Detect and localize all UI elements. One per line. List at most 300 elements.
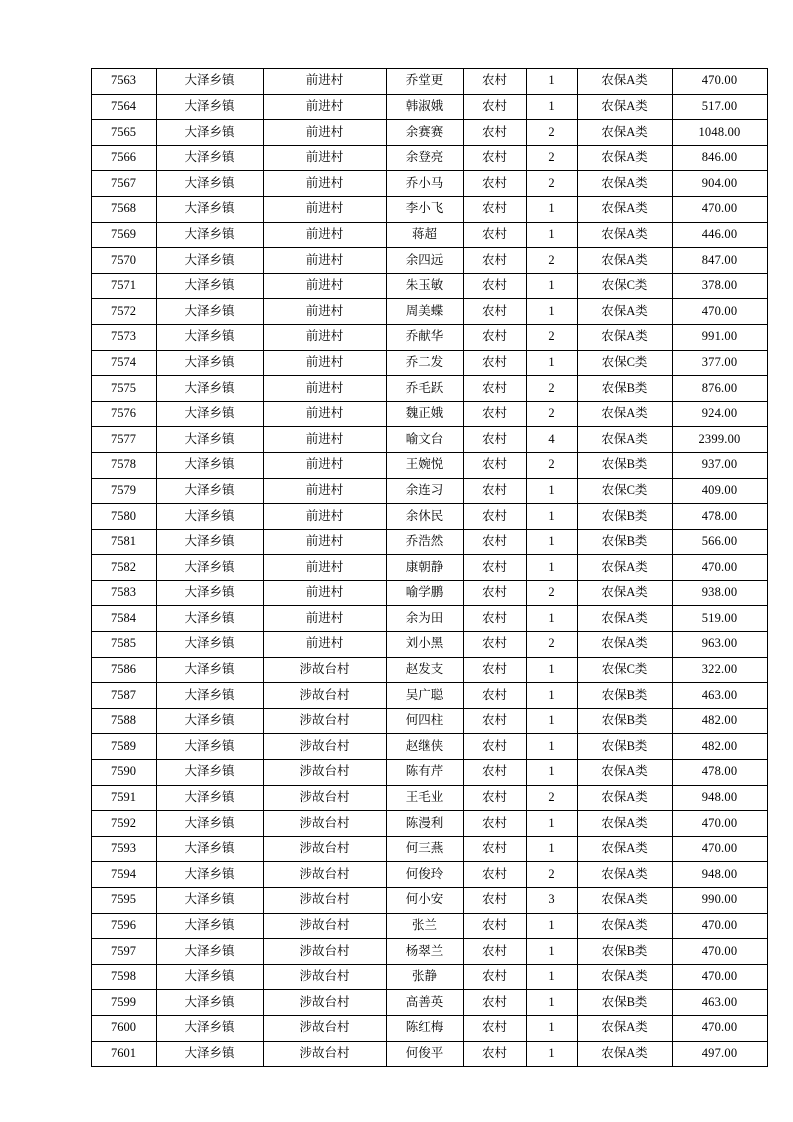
table-row — [91, 94, 767, 120]
cell-person-count: 1 — [526, 196, 577, 222]
cell-category: 农保B类 — [577, 990, 672, 1016]
table-row — [91, 145, 767, 171]
cell-amount: 470.00 — [672, 1015, 767, 1041]
cell-name: 刘小黑 — [386, 632, 463, 658]
cell-person-count: 1 — [526, 299, 577, 325]
cell-village: 前进村 — [263, 555, 386, 581]
cell-name: 何俊玲 — [386, 862, 463, 888]
cell-id: 7598 — [91, 964, 156, 990]
cell-household-type: 农村 — [463, 734, 526, 760]
cell-amount: 938.00 — [672, 580, 767, 606]
cell-category: 农保A类 — [577, 913, 672, 939]
cell-person-count: 1 — [526, 913, 577, 939]
cell-category: 农保A类 — [577, 120, 672, 146]
cell-person-count: 1 — [526, 811, 577, 837]
table-row — [91, 478, 767, 504]
cell-id: 7595 — [91, 888, 156, 914]
cell-name: 乔二发 — [386, 350, 463, 376]
cell-id: 7565 — [91, 120, 156, 146]
cell-town: 大泽乡镇 — [156, 632, 263, 658]
table-row — [91, 632, 767, 658]
cell-household-type: 农村 — [463, 1041, 526, 1067]
cell-person-count: 1 — [526, 529, 577, 555]
cell-village: 涉故台村 — [263, 760, 386, 786]
cell-person-count: 1 — [526, 708, 577, 734]
cell-village: 涉故台村 — [263, 939, 386, 965]
cell-id: 7590 — [91, 760, 156, 786]
cell-id: 7569 — [91, 222, 156, 248]
cell-category: 农保A类 — [577, 1015, 672, 1041]
cell-town: 大泽乡镇 — [156, 888, 263, 914]
cell-category: 农保A类 — [577, 401, 672, 427]
cell-id: 7599 — [91, 990, 156, 1016]
cell-town: 大泽乡镇 — [156, 734, 263, 760]
cell-amount: 470.00 — [672, 196, 767, 222]
table-row — [91, 69, 767, 95]
cell-village: 涉故台村 — [263, 1015, 386, 1041]
cell-village: 前进村 — [263, 478, 386, 504]
cell-name: 陈红梅 — [386, 1015, 463, 1041]
cell-town: 大泽乡镇 — [156, 427, 263, 453]
cell-village: 前进村 — [263, 580, 386, 606]
cell-amount: 409.00 — [672, 478, 767, 504]
cell-amount: 470.00 — [672, 836, 767, 862]
cell-town: 大泽乡镇 — [156, 1015, 263, 1041]
cell-name: 吴广聪 — [386, 683, 463, 709]
cell-town: 大泽乡镇 — [156, 376, 263, 402]
cell-town: 大泽乡镇 — [156, 580, 263, 606]
cell-amount: 378.00 — [672, 273, 767, 299]
table-row — [91, 171, 767, 197]
table-row — [91, 811, 767, 837]
cell-id: 7576 — [91, 401, 156, 427]
cell-name: 乔小马 — [386, 171, 463, 197]
table-row — [91, 120, 767, 146]
cell-town: 大泽乡镇 — [156, 504, 263, 530]
cell-town: 大泽乡镇 — [156, 606, 263, 632]
cell-category: 农保C类 — [577, 478, 672, 504]
cell-household-type: 农村 — [463, 939, 526, 965]
cell-town: 大泽乡镇 — [156, 299, 263, 325]
cell-id: 7591 — [91, 785, 156, 811]
cell-town: 大泽乡镇 — [156, 222, 263, 248]
cell-amount: 846.00 — [672, 145, 767, 171]
cell-household-type: 农村 — [463, 196, 526, 222]
cell-name: 余休民 — [386, 504, 463, 530]
cell-town: 大泽乡镇 — [156, 69, 263, 95]
cell-category: 农保A类 — [577, 69, 672, 95]
table-row — [91, 324, 767, 350]
cell-id: 7584 — [91, 606, 156, 632]
cell-name: 王婉悦 — [386, 452, 463, 478]
cell-village: 前进村 — [263, 171, 386, 197]
cell-household-type: 农村 — [463, 401, 526, 427]
cell-name: 喻学鹏 — [386, 580, 463, 606]
cell-id: 7574 — [91, 350, 156, 376]
cell-category: 农保A类 — [577, 171, 672, 197]
table-row — [91, 990, 767, 1016]
cell-name: 张静 — [386, 964, 463, 990]
cell-town: 大泽乡镇 — [156, 785, 263, 811]
cell-id: 7587 — [91, 683, 156, 709]
cell-name: 余登亮 — [386, 145, 463, 171]
cell-village: 前进村 — [263, 145, 386, 171]
cell-id: 7577 — [91, 427, 156, 453]
cell-category: 农保B类 — [577, 734, 672, 760]
cell-name: 何三燕 — [386, 836, 463, 862]
cell-village: 前进村 — [263, 273, 386, 299]
cell-town: 大泽乡镇 — [156, 836, 263, 862]
cell-category: 农保C类 — [577, 350, 672, 376]
table-row — [91, 734, 767, 760]
cell-name: 乔浩然 — [386, 529, 463, 555]
cell-person-count: 2 — [526, 171, 577, 197]
cell-person-count: 1 — [526, 1015, 577, 1041]
cell-amount: 937.00 — [672, 452, 767, 478]
table-row — [91, 1015, 767, 1041]
cell-village: 前进村 — [263, 120, 386, 146]
cell-household-type: 农村 — [463, 171, 526, 197]
cell-person-count: 2 — [526, 862, 577, 888]
cell-category: 农保A类 — [577, 555, 672, 581]
table-row — [91, 376, 767, 402]
cell-amount: 948.00 — [672, 785, 767, 811]
cell-household-type: 农村 — [463, 452, 526, 478]
cell-town: 大泽乡镇 — [156, 683, 263, 709]
cell-category: 农保B类 — [577, 683, 672, 709]
cell-amount: 847.00 — [672, 248, 767, 274]
cell-village: 前进村 — [263, 632, 386, 658]
cell-amount: 2399.00 — [672, 427, 767, 453]
cell-town: 大泽乡镇 — [156, 862, 263, 888]
cell-name: 赵继侠 — [386, 734, 463, 760]
table-row — [91, 760, 767, 786]
cell-person-count: 1 — [526, 1041, 577, 1067]
cell-village: 涉故台村 — [263, 734, 386, 760]
cell-id: 7582 — [91, 555, 156, 581]
table-row — [91, 862, 767, 888]
cell-town: 大泽乡镇 — [156, 990, 263, 1016]
cell-category: 农保A类 — [577, 248, 672, 274]
cell-household-type: 农村 — [463, 273, 526, 299]
cell-amount: 322.00 — [672, 657, 767, 683]
cell-household-type: 农村 — [463, 69, 526, 95]
cell-household-type: 农村 — [463, 120, 526, 146]
cell-household-type: 农村 — [463, 836, 526, 862]
cell-household-type: 农村 — [463, 785, 526, 811]
cell-category: 农保B类 — [577, 376, 672, 402]
roster-table-container — [91, 68, 741, 1067]
cell-category: 农保A类 — [577, 580, 672, 606]
cell-person-count: 1 — [526, 990, 577, 1016]
cell-household-type: 农村 — [463, 94, 526, 120]
cell-person-count: 4 — [526, 427, 577, 453]
table-row — [91, 708, 767, 734]
cell-village: 前进村 — [263, 196, 386, 222]
cell-person-count: 1 — [526, 964, 577, 990]
cell-id: 7578 — [91, 452, 156, 478]
cell-amount: 517.00 — [672, 94, 767, 120]
cell-id: 7570 — [91, 248, 156, 274]
cell-category: 农保A类 — [577, 427, 672, 453]
cell-household-type: 农村 — [463, 913, 526, 939]
cell-name: 朱玉敏 — [386, 273, 463, 299]
cell-town: 大泽乡镇 — [156, 555, 263, 581]
table-row — [91, 836, 767, 862]
cell-village: 涉故台村 — [263, 683, 386, 709]
cell-village: 前进村 — [263, 222, 386, 248]
cell-village: 前进村 — [263, 69, 386, 95]
table-row — [91, 683, 767, 709]
cell-amount: 470.00 — [672, 939, 767, 965]
cell-person-count: 3 — [526, 888, 577, 914]
cell-person-count: 1 — [526, 555, 577, 581]
cell-town: 大泽乡镇 — [156, 171, 263, 197]
table-row — [91, 580, 767, 606]
cell-id: 7579 — [91, 478, 156, 504]
cell-amount: 463.00 — [672, 683, 767, 709]
cell-person-count: 2 — [526, 632, 577, 658]
cell-amount: 463.00 — [672, 990, 767, 1016]
cell-household-type: 农村 — [463, 222, 526, 248]
cell-name: 杨翠兰 — [386, 939, 463, 965]
cell-household-type: 农村 — [463, 990, 526, 1016]
table-row — [91, 273, 767, 299]
cell-name: 乔献华 — [386, 324, 463, 350]
table-row — [91, 427, 767, 453]
cell-household-type: 农村 — [463, 555, 526, 581]
cell-village: 涉故台村 — [263, 811, 386, 837]
cell-category: 农保C类 — [577, 657, 672, 683]
cell-village: 涉故台村 — [263, 862, 386, 888]
cell-name: 余四远 — [386, 248, 463, 274]
cell-household-type: 农村 — [463, 760, 526, 786]
cell-person-count: 2 — [526, 376, 577, 402]
cell-id: 7583 — [91, 580, 156, 606]
table-row — [91, 196, 767, 222]
cell-amount: 470.00 — [672, 555, 767, 581]
cell-village: 前进村 — [263, 350, 386, 376]
cell-category: 农保A类 — [577, 862, 672, 888]
cell-person-count: 2 — [526, 324, 577, 350]
cell-category: 农保A类 — [577, 811, 672, 837]
cell-name: 魏正娥 — [386, 401, 463, 427]
cell-id: 7575 — [91, 376, 156, 402]
cell-id: 7594 — [91, 862, 156, 888]
cell-id: 7600 — [91, 1015, 156, 1041]
cell-id: 7601 — [91, 1041, 156, 1067]
cell-household-type: 农村 — [463, 964, 526, 990]
cell-town: 大泽乡镇 — [156, 324, 263, 350]
cell-category: 农保A类 — [577, 94, 672, 120]
cell-village: 前进村 — [263, 324, 386, 350]
cell-person-count: 1 — [526, 734, 577, 760]
cell-name: 李小飞 — [386, 196, 463, 222]
cell-town: 大泽乡镇 — [156, 452, 263, 478]
cell-village: 前进村 — [263, 94, 386, 120]
cell-amount: 446.00 — [672, 222, 767, 248]
table-row — [91, 350, 767, 376]
roster-table — [91, 68, 768, 1067]
cell-village: 前进村 — [263, 452, 386, 478]
cell-category: 农保A类 — [577, 836, 672, 862]
cell-town: 大泽乡镇 — [156, 529, 263, 555]
cell-name: 何俊平 — [386, 1041, 463, 1067]
cell-town: 大泽乡镇 — [156, 273, 263, 299]
cell-category: 农保A类 — [577, 299, 672, 325]
cell-name: 陈有芹 — [386, 760, 463, 786]
table-row — [91, 452, 767, 478]
cell-id: 7571 — [91, 273, 156, 299]
cell-category: 农保A类 — [577, 888, 672, 914]
table-row — [91, 1041, 767, 1067]
cell-amount: 470.00 — [672, 299, 767, 325]
cell-person-count: 2 — [526, 248, 577, 274]
cell-village: 前进村 — [263, 299, 386, 325]
table-row — [91, 529, 767, 555]
cell-category: 农保B类 — [577, 708, 672, 734]
cell-household-type: 农村 — [463, 529, 526, 555]
cell-village: 前进村 — [263, 529, 386, 555]
cell-household-type: 农村 — [463, 811, 526, 837]
cell-village: 前进村 — [263, 376, 386, 402]
cell-id: 7572 — [91, 299, 156, 325]
cell-category: 农保A类 — [577, 222, 672, 248]
cell-town: 大泽乡镇 — [156, 120, 263, 146]
cell-name: 余为田 — [386, 606, 463, 632]
table-row — [91, 299, 767, 325]
table-row — [91, 964, 767, 990]
table-row — [91, 913, 767, 939]
cell-amount: 991.00 — [672, 324, 767, 350]
cell-category: 农保A类 — [577, 145, 672, 171]
cell-amount: 470.00 — [672, 69, 767, 95]
cell-amount: 478.00 — [672, 760, 767, 786]
table-row — [91, 555, 767, 581]
cell-id: 7586 — [91, 657, 156, 683]
cell-person-count: 1 — [526, 657, 577, 683]
table-row — [91, 657, 767, 683]
cell-id: 7580 — [91, 504, 156, 530]
cell-amount: 876.00 — [672, 376, 767, 402]
cell-town: 大泽乡镇 — [156, 708, 263, 734]
cell-name: 王毛业 — [386, 785, 463, 811]
cell-name: 乔堂更 — [386, 69, 463, 95]
cell-person-count: 1 — [526, 606, 577, 632]
cell-amount: 497.00 — [672, 1041, 767, 1067]
cell-village: 涉故台村 — [263, 708, 386, 734]
cell-person-count: 1 — [526, 504, 577, 530]
cell-category: 农保A类 — [577, 196, 672, 222]
cell-amount: 482.00 — [672, 734, 767, 760]
table-row — [91, 504, 767, 530]
cell-category: 农保A类 — [577, 785, 672, 811]
table-row — [91, 785, 767, 811]
cell-category: 农保B类 — [577, 452, 672, 478]
cell-name: 韩淑娥 — [386, 94, 463, 120]
cell-village: 前进村 — [263, 504, 386, 530]
cell-household-type: 农村 — [463, 632, 526, 658]
cell-name: 喻文台 — [386, 427, 463, 453]
cell-name: 张兰 — [386, 913, 463, 939]
cell-id: 7568 — [91, 196, 156, 222]
cell-id: 7597 — [91, 939, 156, 965]
table-row — [91, 939, 767, 965]
cell-village: 涉故台村 — [263, 657, 386, 683]
cell-person-count: 2 — [526, 401, 577, 427]
cell-amount: 377.00 — [672, 350, 767, 376]
cell-village: 前进村 — [263, 248, 386, 274]
table-row — [91, 606, 767, 632]
cell-village: 涉故台村 — [263, 785, 386, 811]
cell-household-type: 农村 — [463, 324, 526, 350]
cell-id: 7567 — [91, 171, 156, 197]
cell-category: 农保B类 — [577, 504, 672, 530]
cell-name: 何小安 — [386, 888, 463, 914]
cell-person-count: 2 — [526, 120, 577, 146]
cell-category: 农保A类 — [577, 324, 672, 350]
cell-village: 前进村 — [263, 427, 386, 453]
cell-person-count: 1 — [526, 760, 577, 786]
cell-town: 大泽乡镇 — [156, 939, 263, 965]
cell-id: 7581 — [91, 529, 156, 555]
cell-category: 农保A类 — [577, 964, 672, 990]
cell-name: 赵发支 — [386, 657, 463, 683]
cell-town: 大泽乡镇 — [156, 478, 263, 504]
cell-household-type: 农村 — [463, 504, 526, 530]
cell-person-count: 1 — [526, 273, 577, 299]
cell-village: 前进村 — [263, 606, 386, 632]
cell-household-type: 农村 — [463, 376, 526, 402]
cell-name: 周美蝶 — [386, 299, 463, 325]
cell-household-type: 农村 — [463, 1015, 526, 1041]
cell-amount: 904.00 — [672, 171, 767, 197]
cell-amount: 482.00 — [672, 708, 767, 734]
cell-town: 大泽乡镇 — [156, 248, 263, 274]
cell-household-type: 农村 — [463, 145, 526, 171]
cell-household-type: 农村 — [463, 862, 526, 888]
cell-category: 农保B类 — [577, 939, 672, 965]
cell-village: 涉故台村 — [263, 964, 386, 990]
table-row — [91, 401, 767, 427]
cell-person-count: 2 — [526, 145, 577, 171]
cell-person-count: 2 — [526, 452, 577, 478]
cell-town: 大泽乡镇 — [156, 657, 263, 683]
cell-village: 涉故台村 — [263, 990, 386, 1016]
cell-amount: 519.00 — [672, 606, 767, 632]
cell-amount: 1048.00 — [672, 120, 767, 146]
cell-household-type: 农村 — [463, 299, 526, 325]
cell-id: 7564 — [91, 94, 156, 120]
cell-household-type: 农村 — [463, 606, 526, 632]
cell-amount: 478.00 — [672, 504, 767, 530]
cell-name: 何四柱 — [386, 708, 463, 734]
cell-person-count: 2 — [526, 785, 577, 811]
cell-id: 7596 — [91, 913, 156, 939]
cell-person-count: 1 — [526, 350, 577, 376]
cell-amount: 470.00 — [672, 964, 767, 990]
cell-person-count: 1 — [526, 94, 577, 120]
cell-category: 农保A类 — [577, 1041, 672, 1067]
cell-village: 前进村 — [263, 401, 386, 427]
cell-person-count: 1 — [526, 836, 577, 862]
cell-town: 大泽乡镇 — [156, 964, 263, 990]
cell-town: 大泽乡镇 — [156, 401, 263, 427]
cell-person-count: 1 — [526, 222, 577, 248]
cell-town: 大泽乡镇 — [156, 811, 263, 837]
cell-town: 大泽乡镇 — [156, 913, 263, 939]
cell-person-count: 1 — [526, 939, 577, 965]
